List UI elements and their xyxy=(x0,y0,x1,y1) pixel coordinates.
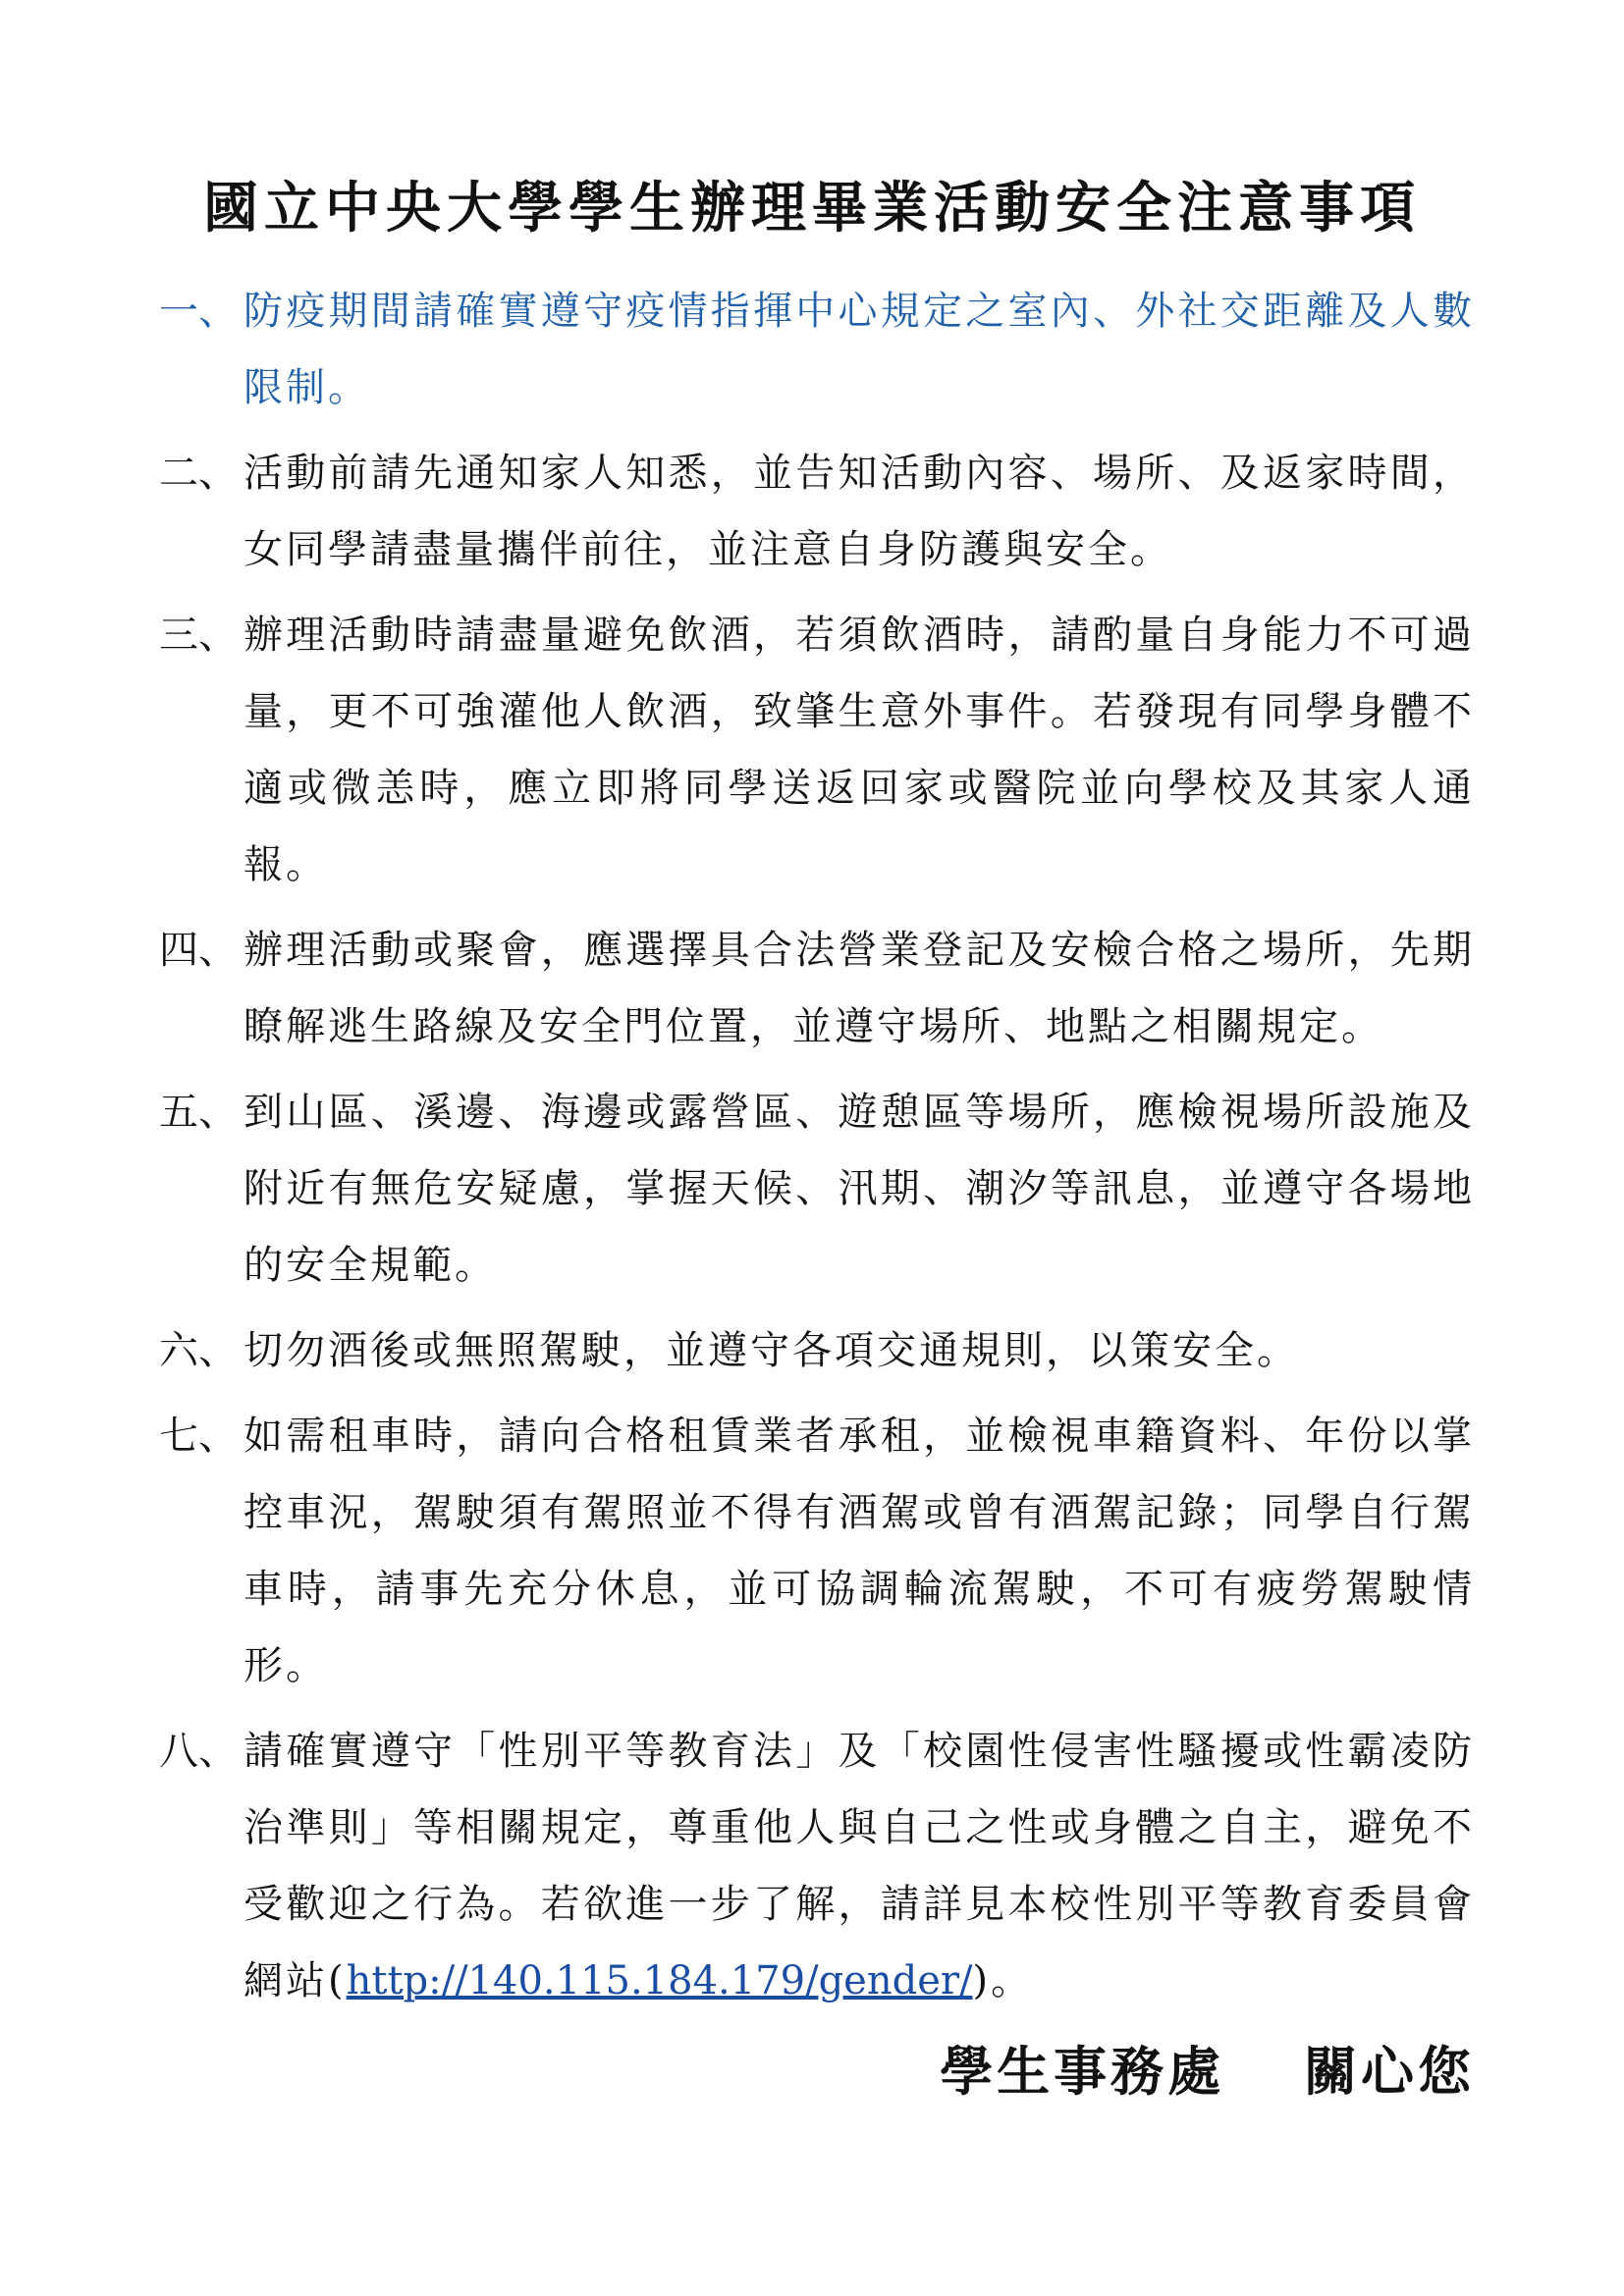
item-number: 一、 xyxy=(159,289,238,334)
item-text-after-link: )。 xyxy=(972,1958,1034,2003)
notice-item-5 xyxy=(159,1074,1475,1304)
notice-item-3 xyxy=(159,597,1475,903)
item-text: 辦理活動或聚會，應選擇具合法營業登記及安檢合格之場所，先期瞭解逃生路線及安全門位置，並遵守場所、地點之相關規定。 xyxy=(244,928,1475,1049)
item-text: 如需租車時，請向合格租賃業者承租，並檢視車籍資料、年份以掌控車況，駕駛須有駕照並不得有酒駕或曾有酒駕記錄；同學自行駕車時，請事先充分休息，並可協調輪流駕駛，不可有疲勞駕駛情形。 xyxy=(244,1414,1475,1688)
notice-item-8 xyxy=(159,1713,1475,2019)
item-text xyxy=(244,1713,1475,2019)
item-text: 到山區、溪邊、海邊或露營區、遊憩區等場所，應檢視場所設施及附近有無危安疑慮，掌握天候、汛期、潮汐等訊息，並遵守各場地的安全規範。 xyxy=(244,1090,1475,1288)
notice-item-7 xyxy=(159,1398,1475,1704)
item-number: 二、 xyxy=(159,451,238,496)
item-number: 六、 xyxy=(159,1328,238,1373)
item-text: 防疫期間請確實遵守疫情指揮中心規定之室內、外社交距離及人數限制。 xyxy=(244,289,1475,410)
item-text: 活動前請先通知家人知悉，並告知活動內容、場所、及返家時間，女同學請盡量攜伴前往，並注意自身防護與安全。 xyxy=(244,451,1475,572)
item-number: 四、 xyxy=(159,928,238,973)
item-number: 八、 xyxy=(159,1729,238,1774)
notice-item-4 xyxy=(159,912,1475,1065)
gender-equity-website-link[interactable]: http://140.115.184.179/gender/ xyxy=(346,1958,973,2003)
item-text: 切勿酒後或無照駕駛，並遵守各項交通規則，以策安全。 xyxy=(244,1328,1299,1373)
document-title: 國立中央大學學生辦理畢業活動安全注意事項 xyxy=(203,176,1421,240)
item-text-before-link: 請確實遵守「性別平等教育法」及「校園性侵害性騷擾或性霸凌防治準則」等相關規定，尊重他人與自己之性或身體之自主，避免不受歡迎之行為。若欲進一步了解，請詳見本校性別平等教育委員會網站( xyxy=(244,1729,1475,2003)
notice-item-2 xyxy=(159,435,1475,588)
signature: 學生事務處 關心您 xyxy=(940,2040,1475,2103)
notice-list xyxy=(159,273,1475,2028)
notice-item-6 xyxy=(159,1312,1475,1389)
item-number: 七、 xyxy=(159,1414,238,1459)
notice-item-1 xyxy=(159,273,1475,426)
item-text: 辦理活動時請盡量避免飲酒，若須飲酒時，請酌量自身能力不可過量，更不可強灌他人飲酒，致肇生意外事件。若發現有同學身體不適或微恙時，應立即將同學送返回家或醫院並向學校及其家人通報。 xyxy=(244,613,1475,887)
item-number: 三、 xyxy=(159,613,238,658)
item-number: 五、 xyxy=(159,1090,238,1135)
